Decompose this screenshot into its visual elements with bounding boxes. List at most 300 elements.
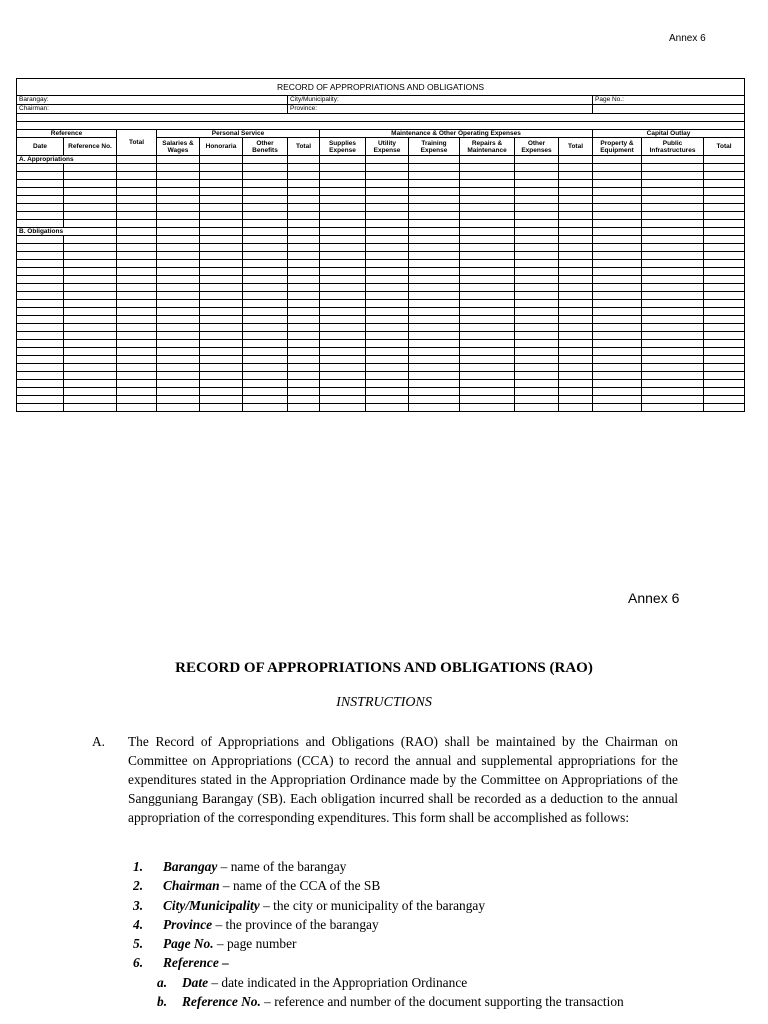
appropriation-row: [17, 204, 745, 212]
table-cell: [593, 260, 642, 268]
table-cell: [64, 188, 117, 196]
obligation-row: [17, 308, 745, 316]
table-cell: [593, 332, 642, 340]
table-cell: [593, 316, 642, 324]
table-cell: [460, 164, 515, 172]
table-cell: [243, 164, 288, 172]
table-cell: [243, 388, 288, 396]
table-cell: [642, 284, 704, 292]
table-cell: [515, 396, 559, 404]
table-cell: [320, 268, 366, 276]
table-cell: [366, 364, 409, 372]
table-cell: [559, 212, 593, 220]
subitem-description: – reference and number of the document supporting the transaction: [260, 994, 624, 1010]
obligation-row: [17, 244, 745, 252]
table-cell: [243, 404, 288, 412]
table-cell: [64, 172, 117, 180]
appropriation-row: [17, 212, 745, 220]
table-cell: [157, 348, 200, 356]
table-cell: [593, 308, 642, 316]
table-cell: [409, 372, 460, 380]
table-cell: [157, 220, 200, 228]
table-cell: [460, 244, 515, 252]
table-cell: [593, 364, 642, 372]
table-cell: [559, 284, 593, 292]
table-cell: [515, 172, 559, 180]
table-cell: [409, 404, 460, 412]
table-cell: [559, 388, 593, 396]
table-cell: [642, 236, 704, 244]
table-cell: [642, 252, 704, 260]
list-item: [133, 934, 693, 953]
table-cell: [17, 244, 64, 252]
item-description: – name of the barangay: [217, 859, 347, 874]
table-cell: [157, 244, 200, 252]
table-cell: [117, 260, 157, 268]
table-cell: [704, 348, 745, 356]
table-cell: [117, 188, 157, 196]
table-cell: [117, 220, 157, 228]
table-cell: [515, 276, 559, 284]
table-cell: [593, 220, 642, 228]
annex-label-top: Annex 6: [669, 33, 706, 44]
table-cell: [200, 372, 243, 380]
col-date: Date: [17, 138, 64, 156]
table-cell: [320, 252, 366, 260]
table-cell: [288, 292, 320, 300]
table-cell: [17, 180, 64, 188]
table-cell: [593, 356, 642, 364]
col-total: Total: [117, 130, 157, 156]
table-cell: [559, 260, 593, 268]
table-cell: [559, 380, 593, 388]
table-cell: [117, 292, 157, 300]
table-cell: [366, 348, 409, 356]
table-cell: [515, 268, 559, 276]
barangay-label: Barangay:: [17, 96, 288, 105]
item-number: 4.: [133, 916, 144, 932]
table-cell: [117, 244, 157, 252]
table-cell: [409, 380, 460, 388]
subitem-letter: b.: [157, 994, 168, 1010]
table-cell: [593, 292, 642, 300]
table-cell: [642, 268, 704, 276]
table-cell: [460, 324, 515, 332]
table-cell: [243, 316, 288, 324]
table-cell: [366, 316, 409, 324]
table-cell: [515, 260, 559, 268]
table-cell: [704, 220, 745, 228]
table-cell: [288, 332, 320, 340]
table-cell: [64, 220, 117, 228]
table-cell: [642, 196, 704, 204]
table-cell: [593, 188, 642, 196]
table-cell: [515, 356, 559, 364]
table-cell: [243, 380, 288, 388]
table-cell: [559, 364, 593, 372]
table-cell: [320, 332, 366, 340]
table-cell: [320, 244, 366, 252]
col-reference-no: Reference No.: [64, 138, 117, 156]
table-cell: [460, 276, 515, 284]
table-cell: [243, 332, 288, 340]
table-cell: [17, 340, 64, 348]
subitem-description: – date indicated in the Appropriation Ordinance: [208, 974, 468, 990]
instructions-subtitle: INSTRUCTIONS: [336, 695, 432, 710]
table-cell: [288, 204, 320, 212]
table-cell: [515, 380, 559, 388]
table-cell: [593, 196, 642, 204]
table-cell: [64, 380, 117, 388]
appropriation-row: [17, 172, 745, 180]
table-cell: [288, 196, 320, 204]
blank-row: [17, 122, 745, 130]
table-cell: [515, 244, 559, 252]
table-cell: [200, 244, 243, 252]
table-cell: [117, 212, 157, 220]
col-repairs: Repairs & Maintenance: [460, 138, 515, 156]
table-cell: [559, 188, 593, 196]
table-cell: [288, 340, 320, 348]
appropriation-row: [17, 196, 745, 204]
table-cell: [17, 220, 64, 228]
table-cell: [64, 212, 117, 220]
page-no-label: Page No.:: [593, 96, 745, 105]
table-cell: [117, 172, 157, 180]
table-cell: [64, 164, 117, 172]
table-cell: [320, 388, 366, 396]
table-cell: [409, 324, 460, 332]
table-cell: [17, 252, 64, 260]
table-cell: [409, 260, 460, 268]
appropriation-row: [17, 164, 745, 172]
table-cell: [460, 316, 515, 324]
table-cell: [243, 260, 288, 268]
table-cell: [409, 364, 460, 372]
table-cell: [157, 324, 200, 332]
table-cell: [320, 356, 366, 364]
table-cell: [200, 188, 243, 196]
table-cell: [559, 340, 593, 348]
table-cell: [288, 276, 320, 284]
table-cell: [288, 388, 320, 396]
table-cell: [559, 276, 593, 284]
table-cell: [704, 212, 745, 220]
table-cell: [593, 204, 642, 212]
table-cell: [704, 172, 745, 180]
table-cell: [409, 292, 460, 300]
table-cell: [64, 308, 117, 316]
group-mooe: Maintenance & Other Operating Expenses: [320, 130, 593, 138]
table-cell: [460, 252, 515, 260]
table-cell: [320, 364, 366, 372]
item-description: – the province of the barangay: [212, 916, 379, 932]
table-cell: [642, 348, 704, 356]
obligation-row: [17, 332, 745, 340]
table-cell: [243, 356, 288, 364]
table-cell: [593, 252, 642, 260]
table-cell: [366, 204, 409, 212]
table-cell: [593, 372, 642, 380]
table-cell: [460, 284, 515, 292]
obligation-row: [17, 284, 745, 292]
table-cell: [17, 316, 64, 324]
table-cell: [200, 364, 243, 372]
subitem-term: Reference No.: [182, 994, 261, 1010]
table-cell: [117, 276, 157, 284]
col-property: Property & Equipment: [593, 138, 642, 156]
table-cell: [157, 172, 200, 180]
table-cell: [593, 236, 642, 244]
table-cell: [593, 212, 642, 220]
table-cell: [243, 300, 288, 308]
table-cell: [200, 348, 243, 356]
table-cell: [17, 284, 64, 292]
table-cell: [559, 244, 593, 252]
group-reference: Reference: [17, 130, 117, 138]
col-ps-total: Total: [288, 138, 320, 156]
table-cell: [642, 204, 704, 212]
list-item: [133, 953, 693, 972]
table-cell: [515, 188, 559, 196]
table-cell: [642, 260, 704, 268]
table-cell: [200, 196, 243, 204]
table-cell: [515, 324, 559, 332]
table-cell: [17, 276, 64, 284]
obligation-row: [17, 316, 745, 324]
table-cell: [117, 364, 157, 372]
table-cell: [515, 388, 559, 396]
table-cell: [460, 180, 515, 188]
table-cell: [366, 404, 409, 412]
table-cell: [704, 308, 745, 316]
table-cell: [64, 284, 117, 292]
table-cell: [704, 236, 745, 244]
obligation-row: [17, 404, 745, 412]
table-cell: [157, 268, 200, 276]
table-cell: [200, 276, 243, 284]
table-cell: [515, 372, 559, 380]
section-a-label: A. Appropriations: [17, 156, 117, 164]
table-cell: [64, 388, 117, 396]
table-cell: [64, 292, 117, 300]
table-cell: [409, 220, 460, 228]
table-cell: [117, 316, 157, 324]
table-cell: [642, 244, 704, 252]
table-cell: [460, 220, 515, 228]
table-cell: [157, 188, 200, 196]
table-cell: [17, 172, 64, 180]
table-cell: [366, 268, 409, 276]
table-cell: [642, 172, 704, 180]
table-cell: [409, 244, 460, 252]
table-cell: [515, 236, 559, 244]
table-cell: [157, 252, 200, 260]
table-cell: [642, 356, 704, 364]
item-term: City/Municipality: [163, 897, 260, 913]
table-cell: [288, 220, 320, 228]
table-cell: [243, 196, 288, 204]
table-cell: [243, 204, 288, 212]
table-cell: [200, 284, 243, 292]
table-cell: [288, 356, 320, 364]
obligation-row: [17, 300, 745, 308]
table-cell: [288, 404, 320, 412]
table-cell: [559, 300, 593, 308]
table-cell: [17, 236, 64, 244]
table-cell: [559, 180, 593, 188]
table-cell: [288, 188, 320, 196]
table-cell: [64, 348, 117, 356]
table-cell: [17, 348, 64, 356]
table-cell: [559, 172, 593, 180]
table-cell: [704, 252, 745, 260]
table-cell: [200, 180, 243, 188]
obligation-row: [17, 324, 745, 332]
obligations-section: [17, 228, 745, 412]
table-cell: [320, 308, 366, 316]
table-cell: [559, 348, 593, 356]
obligation-row: [17, 236, 745, 244]
rao-form-table: [16, 78, 745, 412]
table-cell: [64, 356, 117, 364]
table-cell: [366, 180, 409, 188]
table-cell: [409, 204, 460, 212]
table-cell: [64, 404, 117, 412]
table-cell: [515, 348, 559, 356]
table-cell: [366, 236, 409, 244]
table-cell: [17, 260, 64, 268]
table-cell: [704, 340, 745, 348]
table-cell: [157, 372, 200, 380]
table-cell: [366, 188, 409, 196]
table-cell: [642, 292, 704, 300]
table-cell: [366, 260, 409, 268]
obligation-row: [17, 268, 745, 276]
table-cell: [460, 204, 515, 212]
table-cell: [200, 340, 243, 348]
table-cell: [64, 260, 117, 268]
table-cell: [117, 324, 157, 332]
table-cell: [515, 300, 559, 308]
table-cell: [17, 196, 64, 204]
table-cell: [117, 252, 157, 260]
appropriation-row: [17, 188, 745, 196]
table-cell: [366, 300, 409, 308]
table-cell: [117, 284, 157, 292]
table-cell: [64, 196, 117, 204]
table-cell: [157, 284, 200, 292]
table-cell: [157, 212, 200, 220]
table-cell: [200, 164, 243, 172]
table-cell: [409, 268, 460, 276]
table-cell: [642, 276, 704, 284]
table-cell: [642, 316, 704, 324]
table-cell: [460, 388, 515, 396]
table-cell: [288, 172, 320, 180]
table-cell: [704, 396, 745, 404]
blank-row: [17, 114, 745, 122]
table-cell: [320, 164, 366, 172]
table-cell: [243, 292, 288, 300]
table-cell: [117, 204, 157, 212]
table-cell: [288, 316, 320, 324]
table-cell: [157, 260, 200, 268]
table-cell: [64, 316, 117, 324]
table-cell: [409, 356, 460, 364]
table-cell: [243, 268, 288, 276]
col-salaries: Salaries & Wages: [157, 138, 200, 156]
table-cell: [243, 188, 288, 196]
table-cell: [64, 236, 117, 244]
table-cell: [704, 356, 745, 364]
table-cell: [157, 316, 200, 324]
table-cell: [409, 196, 460, 204]
list-item: [133, 915, 693, 934]
table-cell: [559, 404, 593, 412]
item-number: 1.: [133, 859, 144, 874]
table-cell: [17, 380, 64, 388]
table-cell: [157, 204, 200, 212]
table-cell: [64, 204, 117, 212]
table-cell: [409, 316, 460, 324]
item-number: 5.: [133, 936, 144, 952]
section-b-label: B. Obligations: [17, 228, 117, 236]
table-cell: [593, 396, 642, 404]
table-cell: [17, 300, 64, 308]
table-cell: [17, 292, 64, 300]
table-cell: [593, 180, 642, 188]
col-utility: Utility Expense: [366, 138, 409, 156]
table-cell: [366, 308, 409, 316]
table-cell: [409, 332, 460, 340]
table-cell: [593, 172, 642, 180]
table-cell: [320, 260, 366, 268]
table-cell: [243, 324, 288, 332]
table-cell: [366, 220, 409, 228]
table-cell: [17, 188, 64, 196]
table-cell: [704, 276, 745, 284]
table-cell: [288, 268, 320, 276]
table-cell: [320, 404, 366, 412]
table-cell: [704, 316, 745, 324]
table-cell: [409, 188, 460, 196]
table-cell: [460, 380, 515, 388]
table-cell: [288, 260, 320, 268]
table-cell: [515, 212, 559, 220]
item-term: Province: [163, 916, 213, 932]
table-cell: [157, 396, 200, 404]
obligation-row: [17, 292, 745, 300]
obligation-row: [17, 260, 745, 268]
table-cell: [243, 308, 288, 316]
table-cell: [559, 204, 593, 212]
group-personal-service: Personal Service: [157, 130, 320, 138]
obligation-row: [17, 252, 745, 260]
table-cell: [17, 308, 64, 316]
table-cell: [17, 212, 64, 220]
table-cell: [559, 252, 593, 260]
table-cell: [642, 220, 704, 228]
table-cell: [64, 372, 117, 380]
table-cell: [320, 276, 366, 284]
chairman-label: Chairman:: [17, 105, 288, 114]
table-cell: [366, 324, 409, 332]
item-description: – the city or municipality of the barangay: [259, 897, 486, 913]
table-cell: [200, 308, 243, 316]
table-cell: [200, 300, 243, 308]
table-cell: [366, 372, 409, 380]
